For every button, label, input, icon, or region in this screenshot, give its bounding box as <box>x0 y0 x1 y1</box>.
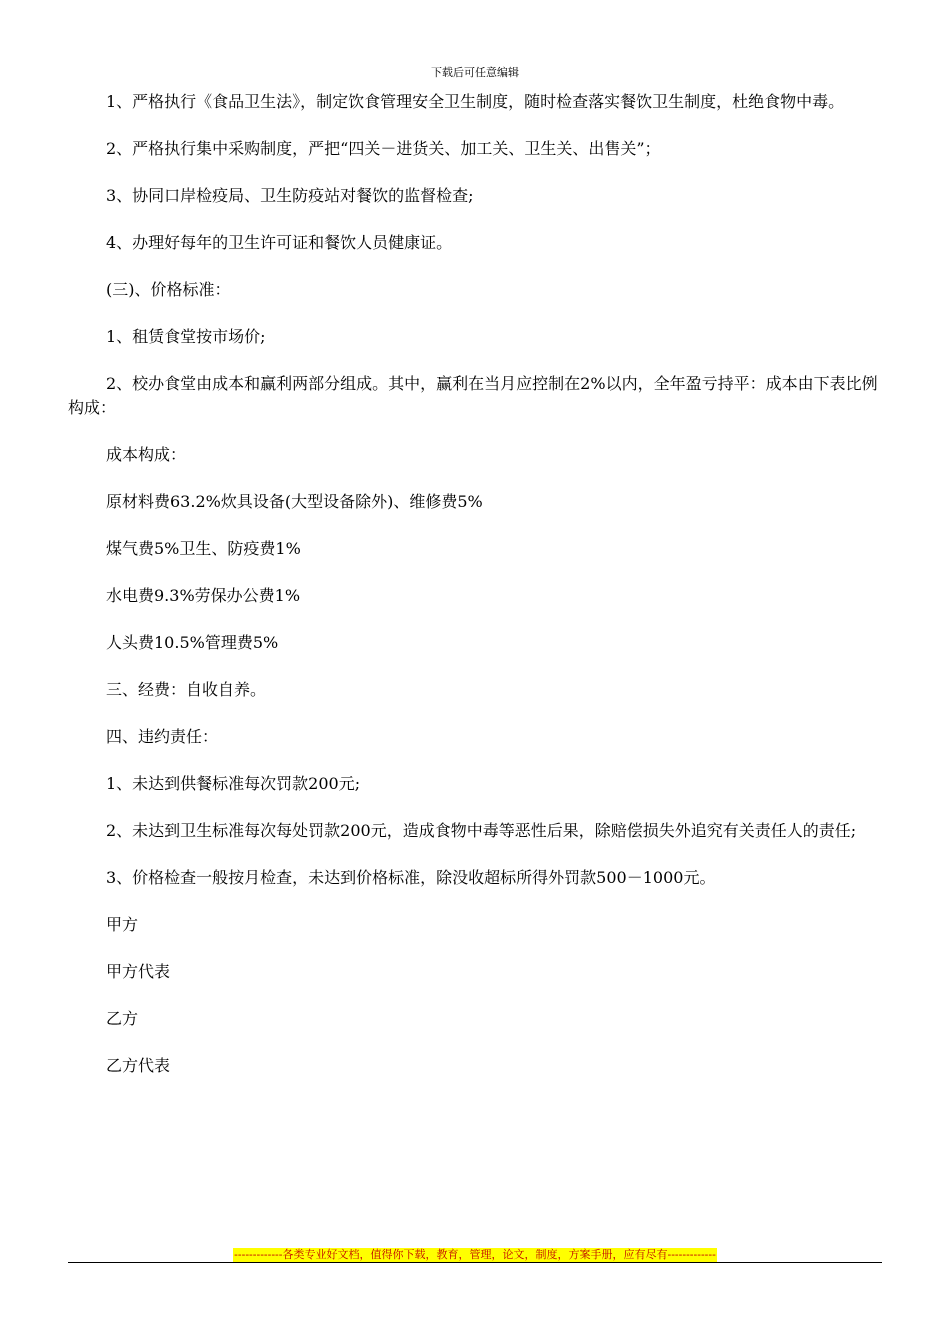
document-body <box>68 90 886 1101</box>
header-note: 下载后可任意编辑 <box>431 66 519 79</box>
cost-heading: 成本构成： <box>106 445 187 464</box>
signature-party-b-rep: 乙方代表 <box>106 1056 171 1075</box>
section-heading: 三、经费：自收自养。 <box>106 680 267 699</box>
paragraph: 2、严格执行集中采购制度，严把“四关－进货关、加工关、卫生关、出售关”； <box>106 139 661 158</box>
footer-divider <box>68 1262 882 1263</box>
paragraph: 1、严格执行《食品卫生法》，制定饮食管理安全卫生制度，随时检查落实餐饮卫生制度，杜绝食物中毒。 <box>106 92 845 111</box>
paragraph: 3、协同口岸检疫局、卫生防疫站对餐饮的监督检查; <box>106 186 474 205</box>
footer-banner <box>0 1243 950 1262</box>
paragraph: 4、办理好每年的卫生许可证和餐饮人员健康证。 <box>106 233 453 252</box>
signature-party-a-rep: 甲方代表 <box>106 962 171 981</box>
paragraph: 3、价格检查一般按月检查，未达到价格标准，除没收超标所得外罚款500－1000元。 <box>106 868 716 887</box>
paragraph: 1、租赁食堂按市场价; <box>106 327 266 346</box>
cost-line: 煤气费5%卫生、防疫费1% <box>106 539 301 558</box>
section-heading: (三)、价格标准： <box>106 280 231 299</box>
paragraph: 1、未达到供餐标准每次罚款200元; <box>106 774 361 793</box>
signature-party-a: 甲方 <box>106 915 139 934</box>
cost-line: 人头费10.5%管理费5% <box>106 633 279 652</box>
cost-line: 原材料费63.2%炊具设备(大型设备除外)、维修费5% <box>106 492 483 511</box>
footer-banner-text: -------------各类专业好文档，值得你下载，教育，管理，论文，制度，方案手册，应有尽有------------- <box>234 1248 716 1261</box>
cost-line: 水电费9.3%劳保办公费1% <box>106 586 301 605</box>
signature-party-b: 乙方 <box>106 1009 139 1028</box>
paragraph: 2、未达到卫生标准每次每处罚款200元，造成食物中毒等恶性后果，除赔偿损失外追究有关责任人的责任; <box>106 821 857 840</box>
section-heading: 四、违约责任： <box>106 727 219 746</box>
paragraph: 2、校办食堂由成本和赢利两部分组成。其中，赢利在当月应控制在2%以内，全年盈亏持平：成本由下表比例构成： <box>68 374 878 417</box>
